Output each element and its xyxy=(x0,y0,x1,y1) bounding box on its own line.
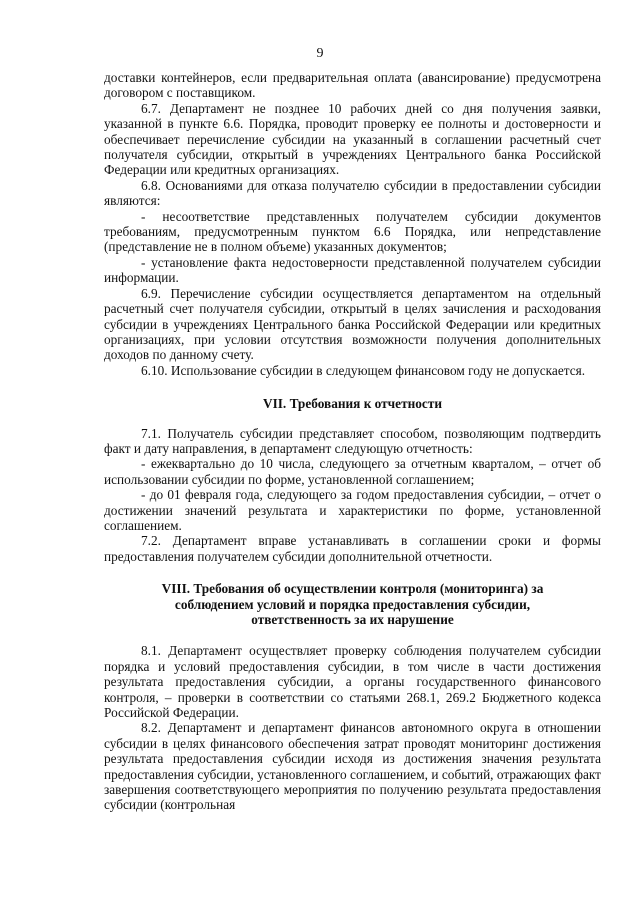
paragraph-6-9: 6.9. Перечисление субсидии осуществляется департаментом на отдельный расчетный счет получателя субсидии, открытый в целях зачисления и расходования субсидии в учреждениях Центрального банка Российской Федерации или кредитных организациях, при условии отсутствия возможности получения дополнительных доходов по данному счету. xyxy=(104,285,601,363)
document-body xyxy=(104,70,601,813)
paragraph-7-2: 7.2. Департамент вправе устанавливать в соглашении сроки и формы предоставления получателем субсидии дополнительной отчетности. xyxy=(104,533,601,564)
paragraph-8-2: 8.2. Департамент и департамент финансов автономного округа в отношении субсидии в целях финансового обеспечения затрат проводят мониторинг достижения результата предоставления субсидии исходя из достижения значения результата предоставления субсидии, установленного соглашением, и событий, отражающих факт завершения соответствующего мероприятия по получению результата предоставления субсидии (контрольная xyxy=(104,720,601,813)
paragraph-6-10: 6.10. Использование субсидии в следующем финансовом году не допускается. xyxy=(141,362,586,378)
paragraph-8-1: 8.1. Департамент осуществляет проверку соблюдения получателем субсидии порядка и условий предоставления субсидии, в том числе в части достижения результата предоставления субсидии, а органы государственного финансового контроля, – проверки в соответствии со статьями 268.1, 269.2 Бюджетного кодекса Российской Федерации. xyxy=(104,643,601,721)
section-7-heading: VII. Требования к отчетности xyxy=(262,396,443,412)
paragraph-6-8: 6.8. Основаниями для отказа получателю субсидии в предоставлении субсидии являются: xyxy=(104,177,601,209)
list-item-refusal-2: - установление факта недостоверности представленной получателем субсидии информации. xyxy=(104,254,601,286)
section-8-heading-line1: VIII. Требования об осуществлении контроля (мониторинга) за xyxy=(161,581,544,597)
list-item-refusal-1: - несоответствие представленных получателем субсидии документов требованиям, предусмотренным пунктом 6.6 Порядка, или непредставление (представление не в полном объеме) указанных документов; xyxy=(104,208,601,255)
page-number: 9 xyxy=(316,46,324,61)
list-item-report-1: - ежеквартально до 10 числа, следующего за отчетным кварталом, – отчет об использовании субсидии по форме, установленной соглашением; xyxy=(104,456,601,487)
section-8-heading-line3: ответственность за их нарушение xyxy=(251,612,454,627)
section-8-heading-line2: соблюдением условий и порядка предоставления субсидии, xyxy=(174,596,531,612)
list-item-report-2: - до 01 февраля года, следующего за годом предоставления субсидии, – отчет о достижении значений результата и характеристики по форме, установленной соглашением. xyxy=(104,487,601,533)
paragraph-6-7: 6.7. Департамент не позднее 10 рабочих дней со дня получения заявки, указанной в пункте 6.6. Порядка, проводит проверку ее полноты и достоверности и обеспечивает перечисление субсидии на указанный в соглашении расчетный счет получателя субсидии, открытый в учреждениях Центрального банка Российской Федерации или кредитных организациях. xyxy=(104,100,601,178)
section-8-heading xyxy=(104,581,601,627)
paragraph-7-1: 7.1. Получатель субсидии представляет способом, позволяющим подтвердить факт и дату направления, в департамент следующую отчетность: xyxy=(104,425,601,456)
paragraph-continuation: доставки контейнеров, если предварительная оплата (авансирование) предусмотрена договором с поставщиком. xyxy=(104,70,601,101)
